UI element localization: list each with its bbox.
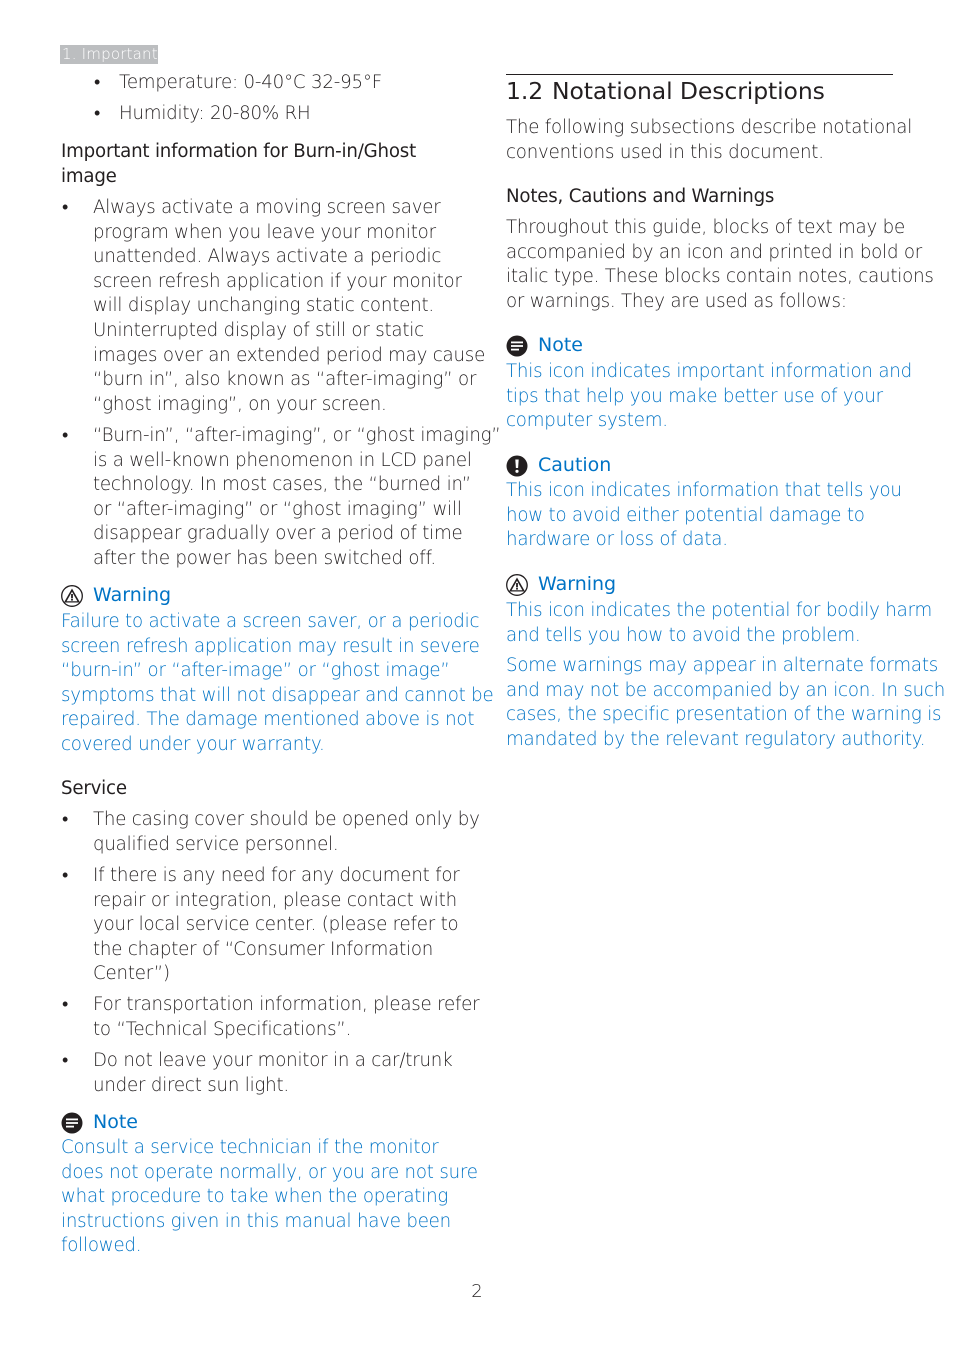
- bullet-line: to “Technical Specifications”.: [93, 1018, 352, 1040]
- note-label: Note: [538, 334, 583, 356]
- bullet-line: is a well-known phenomenon in LCD panel: [93, 449, 472, 471]
- text-line: instructions given in this manual have been: [61, 1210, 451, 1232]
- section-number: 1.2: [506, 77, 544, 105]
- text-line: what procedure to take when the operating: [61, 1186, 449, 1208]
- bullet: •: [62, 197, 69, 218]
- warning-icon: [506, 574, 528, 596]
- text-line: screen refresh application may result in severe: [61, 635, 480, 657]
- text-line: hardware or loss of data.: [506, 529, 728, 551]
- text-line: or warnings. They are used as follows:: [506, 290, 847, 312]
- text-line: cases, the specific presentation of the warning is: [506, 704, 942, 726]
- text-line: conventions used in this document.: [506, 141, 824, 163]
- bullet-line: or “after-imaging” or “ghost imaging” will: [93, 498, 462, 520]
- section-rule: [506, 74, 893, 75]
- text-line: covered under your warranty.: [61, 734, 325, 755]
- text-line: repaired. The damage mentioned above is not: [61, 709, 475, 731]
- bullet-line: For transportation information, please refer: [93, 994, 480, 1015]
- note-icon: [506, 335, 528, 357]
- bullet-line: will display unchanging static content.: [93, 295, 434, 317]
- text-line: Failure to activate a screen saver, or a periodic: [61, 611, 480, 632]
- text-line: symptoms that will not disappear and cannot be: [61, 684, 494, 706]
- bullet-line: the chapter of “Consumer Information: [93, 938, 434, 960]
- section-tag: 1. Important: [62, 45, 158, 63]
- bullet: •: [94, 103, 101, 124]
- caution-icon: [506, 455, 528, 477]
- text-line: Consult a service technician if the monitor: [61, 1137, 439, 1158]
- bullet: •: [62, 809, 69, 830]
- spec-temperature: Temperature: 0-40°C 32-95°F: [119, 72, 382, 93]
- text-line: tips that help you make better use of your: [506, 385, 883, 407]
- bullet: •: [94, 72, 101, 93]
- text-line: how to avoid either potential damage to: [506, 504, 865, 526]
- text-line: Some warnings may appear in alternate formats: [506, 655, 939, 676]
- bullet-line: Center”): [93, 963, 170, 985]
- text-line: accompanied by an icon and printed in bold or: [506, 241, 923, 263]
- caution-label: Caution: [538, 454, 612, 476]
- bullet-line: technology. In most cases, the “burned in”: [93, 474, 472, 496]
- warning-icon: [61, 585, 83, 607]
- bullet-line: disappear gradually over a period of time: [93, 523, 463, 545]
- bullet-line: The casing cover should be opened only by: [93, 809, 480, 830]
- bullet-line: “Burn-in”, “after-imaging”, or “ghost imaging”: [93, 425, 501, 446]
- page-number: 2: [471, 1281, 483, 1302]
- text-line: and tells you how to avoid the problem.: [506, 624, 861, 646]
- bullet-line: unattended. Always activate a periodic: [93, 246, 442, 268]
- bullet-line: repair or integration, please contact with: [93, 889, 457, 911]
- text-line: mandated by the relevant regulatory authority.: [506, 728, 926, 750]
- text-line: This icon indicates information that tells you: [506, 480, 902, 501]
- bullet: •: [62, 994, 69, 1015]
- text-line: italic type. These blocks contain notes, cautions: [506, 266, 934, 288]
- burnin-heading-line: image: [61, 166, 117, 187]
- spec-humidity: Humidity: 20-80% RH: [119, 103, 311, 124]
- text-line: computer system.: [506, 410, 668, 432]
- section-title: Notational Descriptions: [552, 77, 825, 105]
- bullet-line: your local service center. (please refer to: [93, 914, 459, 936]
- bullet: •: [62, 865, 69, 886]
- text-line: The following subsections describe notational: [506, 117, 913, 138]
- text-line: Throughout this guide, blocks of text may be: [506, 217, 905, 238]
- bullet-line: program when you leave your monitor: [93, 221, 436, 243]
- bullet-line: Uninterrupted display of still or static: [93, 320, 424, 341]
- bullet: •: [62, 425, 69, 446]
- bullet-line: “burn in”, also known as “after-imaging” or: [93, 369, 477, 391]
- text-line: does not operate normally, or you are not sure: [61, 1161, 478, 1183]
- warning-label: Warning: [93, 584, 172, 606]
- burnin-heading-line: Important information for Burn-in/Ghost: [61, 141, 416, 162]
- text-line: followed.: [61, 1235, 142, 1257]
- note-icon: [61, 1112, 83, 1134]
- bullet-line: “ghost imaging”, on your screen.: [93, 393, 387, 415]
- bullet: •: [62, 1050, 69, 1071]
- bullet-line: under direct sun light.: [93, 1074, 289, 1096]
- note-label: Note: [93, 1111, 138, 1133]
- bullet-line: images over an extended period may cause: [93, 344, 486, 366]
- bullet-line: screen refresh application if your monitor: [93, 270, 462, 292]
- bullet-line: Do not leave your monitor in a car/trunk: [93, 1050, 453, 1071]
- text-line: This icon indicates the potential for bodily harm: [506, 600, 933, 621]
- text-line: “burn-in” or “after-image” or “ghost image”: [61, 660, 450, 682]
- bullet-line: Always activate a moving screen saver: [93, 197, 441, 218]
- bullet-line: after the power has been switched off.: [93, 548, 436, 569]
- bullet-line: qualified service personnel.: [93, 833, 339, 855]
- service-heading: Service: [61, 778, 127, 799]
- warning-label: Warning: [538, 573, 617, 595]
- subheading: Notes, Cautions and Warnings: [506, 186, 775, 207]
- text-line: This icon indicates important information and: [506, 361, 912, 382]
- bullet-line: If there is any need for any document for: [93, 865, 460, 886]
- text-line: and may not be accompanied by an icon. In such: [506, 679, 946, 701]
